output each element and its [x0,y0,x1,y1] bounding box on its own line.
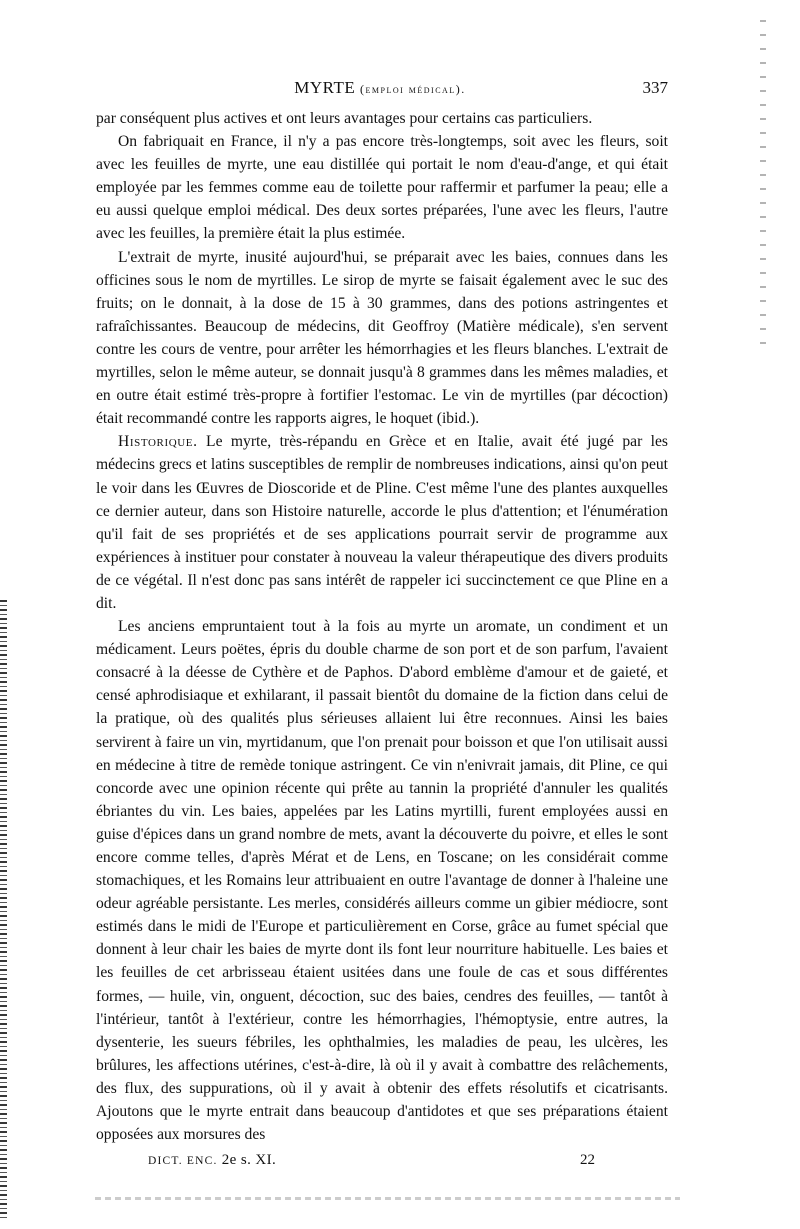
signature-series: 2e s. XI. [221,1152,277,1168]
printer-signature [148,1152,276,1169]
binding-edge-right [760,20,766,350]
header-title [92,78,668,98]
main-text [96,107,668,1146]
page-bottom-edge [95,1197,680,1200]
historique-text: Le myrte, très-répandu en Grèce et en Italie, avait été jugé par les médecins grecs et latins susceptibles de remplir de nombreuses indications, ainsi qu'on peut le voir dans les Œuvres de Dioscoride et de Pline. C'est même l'une des plantes auxquelles ce dernier auteur, dans son Histoire naturelle, accorde le plus d'attention; et l'énumération qu'il fait de ses propriétés et de ses applications pourrait servir de programme aux expériences à instituer pour constater à nouveau la valeur thérapeutique des divers produits de ce végétal. Il n'est donc pas sans intérêt de rappeler ici succinctement ce que Pline en a dit. [96,433,668,612]
paragraph-historique [96,430,668,615]
section-heading: Historique. [118,433,198,451]
page-number: 337 [642,78,668,97]
signature-number: 22 [580,1152,595,1168]
header-title-main: MYRTE [294,78,356,97]
header-title-sub: (emploi médical). [360,82,466,96]
binding-edge-left [0,600,7,1220]
signature-main: DICT. ENC. [148,1155,218,1167]
paragraph-continuation: par conséquent plus actives et ont leurs avantages pour certains cas particuliers. [96,110,593,127]
paragraph-anciens: Les anciens empruntaient tout à la fois au myrte un aromate, un condiment et un médicament. Leurs poëtes, épris du double charme de son port et de son parfum, l'avaient consacré à la déesse de Cythère et de Paphos. D'abord emblème d'amour et de gaieté, et censé aphrodisiaque et exhilarant, il passait bientôt du domaine de la fiction dans celui de la pratique, où des qualités plus sérieuses allaient lui être reconnues. Ainsi les baies servirent à faire un vin, myrtidanum, que l'on prenait pour boisson et que l'on utilisait aussi en médecine à titre de remède tonique astringent. Ce vin n'enivrait jamais, dit Pline, ce qui concorde avec une opinion récente qui prête au tannin la propriété d'annuler les qualités ébriantes du vin. Les baies, appelées par les Latins myrtilli, furent employées aussi en guise d'épices dans un grand nombre de mets, avant la découverte du poivre, et elles le sont encore comme telles, d'après Mérat et de Lens, en Toscane; on les considérait comme stomachiques, et les Romains leur attribuaient en outre l'avantage de donner à l'haleine une odeur agréable persistante. Les merles, considérés ailleurs comme un gibier médiocre, sont estimés dans le midi de l'Europe et particulièrement en Corse, grâce au fumet spécial que donnent à leur chair les baies de myrte dont ils font leur nourriture habituelle. Les baies et les feuilles de cet arbrisseau étaient usitées dans une foule de cas et sous différentes formes, — huile, vin, onguent, décoction, suc des baies, cendres des feuilles, — tantôt à l'intérieur, tantôt à l'extérieur, contre les hémorrhagies, l'hémoptysie, entre autres, la dysenterie, les sueurs fébriles, les ophthalmies, les maladies de peau, les ulcères, les brûlures, les affections utérines, c'est-à-dire, là où il y avait à combattre des relâchements, des flux, des suppurations, où il y avait à obtenir des effets résolutifs et cicatrisants. Ajoutons que le myrte entrait dans beaucoup d'antidotes et que ses préparations étaient opposées aux morsures des [96,618,668,1144]
paragraph-eau-dange: On fabriquait en France, il n'y a pas encore très-longtemps, soit avec les fleurs, soit avec les feuilles de myrte, une eau distillée qui portait le nom d'eau-d'ange, et qui était employée par les femmes comme eau de toilette pour raffermir et parfumer la peau; elle a eu aussi quelque emploi médical. Des deux sortes préparées, l'une avec les fleurs, l'autre avec les feuilles, la première était la plus estimée. [96,133,668,243]
paragraph-extrait: L'extrait de myrte, inusité aujourd'hui, se préparait avec les baies, connues dans les officines sous le nom de myrtilles. Le sirop de myrte se faisait également avec le suc des fruits; on le donnait, à la dose de 15 à 30 grammes, dans des potions astringentes et rafraîchissantes. Beaucoup de médecins, dit Geoffroy (Matière médicale), s'en servent contre les cours de ventre, pour arrêter les hémorrhagies et les fleurs blanches. L'extrait de myrtilles, selon le même auteur, se donnait jusqu'à 8 grammes dans les mêmes maladies, et en outre était estimé très-propre à fortifier l'estomac. Le vin de myrtilles (par décoction) était recommandé contre les rapports aigres, le hoquet (ibid.). [96,248,668,428]
running-header [92,78,668,104]
